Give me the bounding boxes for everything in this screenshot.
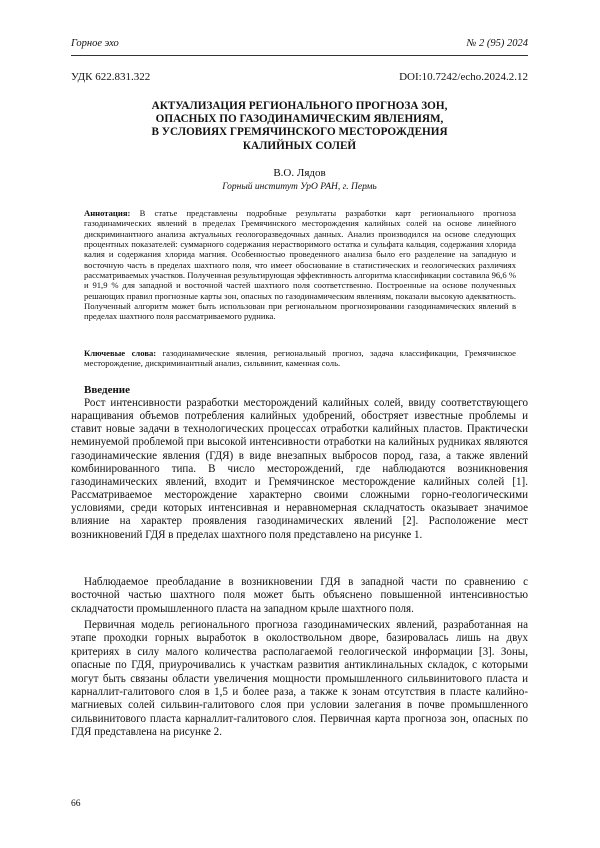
article-title	[71, 100, 528, 153]
title-line: ОПАСНЫХ ПО ГАЗОДИНАМИЧЕСКИМ ЯВЛЕНИЯМ,	[155, 113, 444, 126]
keywords-label: Ключевые слова:	[84, 348, 157, 358]
udc-code: УДК 622.831.322	[71, 71, 151, 83]
abstract	[84, 208, 516, 322]
keywords-text: газодинамические явления, региональный прогноз, задача классификации, Гремячинское месторождение, дискриминантный анализ, сильвинит, каменная соль.	[84, 348, 516, 369]
body-paragraph: Наблюдаемое преобладание в возникновении ГДЯ в западной части по сравнению с восточной частью шахтного поля может быть объяснено повышенной интенсивностью складчатости промышленного пласта на западном крыле шахтного поля.	[71, 576, 528, 615]
author-affiliation: Горный институт УрО РАН, г. Пермь	[222, 182, 377, 192]
article-meta	[71, 71, 528, 83]
section-heading: Введение	[84, 384, 131, 396]
title-line: В УСЛОВИЯХ ГРЕМЯЧИНСКОГО МЕСТОРОЖДЕНИЯ	[151, 126, 448, 139]
abstract-text: В статье представлены подробные результаты разработки карт регионального прогноза газодинамических явлений в пределах Гремячинского месторождения калийных солей на основе линейного дискриминантного анализа актуальных геологоразведочных данных. Анализ производился на основе следующих процентных показателей: суммарного содержания нерастворимого остатка и сульфата кальция, содержания хлорида калия и содержания хлорида магния. Особенностью проведенного анализа было его разделение на западную и восточную часть в пределах шахтного поля, что имеет обоснование в статистических и геологических различиях рассматриваемых участков. Полученная результирующая эффективность алгоритма классификации составила 96,6 % и 91,9 % для западной и восточной частей шахтного поля соответственно. Построенные на основе полученных решающих правил прогнозные карты зон, опасных по газодинамическим явлениям, показали высокую адекватность. Полученный алгоритм может быть использован при региональном прогнозировании газодинамических явлений в пределах шахтного поля рассматриваемого рудника.	[84, 208, 517, 322]
doi[interactable]: DOI:10.7242/echo.2024.2.12	[399, 71, 528, 83]
journal-name: Горное эхо	[71, 38, 119, 49]
page-number: 66	[71, 799, 81, 809]
header-rule	[71, 55, 528, 56]
body-paragraph: Первичная модель регионального прогноза газодинамических явлений, разработанная на этапе проходки горных выработок в околоствольном дворе, базировалась лишь на двух критериях в силу малого количества располагаемой геологической информации [3]. Зоны, опасные по ГДЯ, приурочивались к участкам развития антиклинальных складок, с которыми могут быть связаны области увеличения мощности промышленного сильвинитового пласта и карналлит-галитового слоя в 1,5 и более раза, а также к зонам отсутствия в пласте калийно-магниевых солей сильвин-галитового слоя при условии залегания в почве промышленного сильвинитового пласта карналлит-галитового слоя. Первичная карта прогноза зон, опасных по ГДЯ представлена на рисунке 2.	[71, 619, 528, 739]
title-line: АКТУАЛИЗАЦИЯ РЕГИОНАЛЬНОГО ПРОГНОЗА ЗОН,	[151, 100, 448, 112]
issue-number: № 2 (95) 2024	[466, 38, 528, 49]
running-header	[71, 38, 528, 49]
body-paragraph: Рост интенсивности разработки месторождений калийных солей, ввиду соответствующего наращивания объемов потребления калийных удобрений, обостряет известные проблемы и ставит новые задачи в технологических процессах отработки калийных пластов. Практически неминуемой проблемой при высокой интенсивности отработки на калийных рудниках являются газодинамические явления (ГДЯ) в виде внезапных выбросов пород, газа, а также явлений комбинированного типа. В число месторождений, где наблюдаются возникновения газодинамических явлений, входит и Гремячинское месторождение калийных солей [1]. Рассматриваемое месторождение характерно своими сложными горно-геологическими условиями, среди которых интенсивная и неравномерная складчатость оказывает значимое влияние на характер проявления газодинамических явлений [2]. Расположение мест возникновений ГДЯ в пределах шахтного поля представлено на рисунке 1.	[71, 397, 528, 541]
author-name: В.О. Лядов	[273, 167, 326, 179]
abstract-label: Аннотация:	[84, 208, 131, 218]
keywords	[84, 348, 516, 369]
title-line: КАЛИЙНЫХ СОЛЕЙ	[242, 139, 357, 152]
